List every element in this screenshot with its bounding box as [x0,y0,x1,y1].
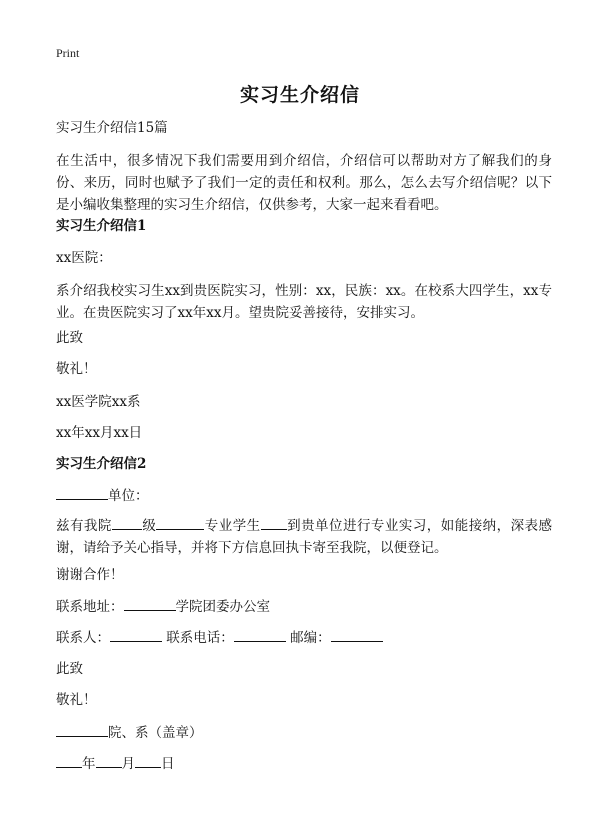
letter1-closing1: 此致 [56,330,83,346]
letter2-closing2: 敬礼！ [56,692,97,708]
blank-major [156,515,204,530]
blank-day [135,753,161,768]
blank-phone [234,627,286,642]
contact-label: 联系人： [56,630,110,646]
letter1-heading: 实习生介绍信1 [56,218,147,234]
blank-grade [112,515,142,530]
phone-label: 联系电话： [166,630,234,646]
zip-label: 邮编： [290,630,331,646]
body-part1: 兹有我院 [56,518,112,534]
letter2-recipient [56,485,552,507]
blank-zip [331,627,383,642]
letter2-seal [56,722,552,744]
letter2-thanks: 谢谢合作！ [56,567,124,583]
blank-year [56,753,82,768]
letter2-address [56,596,552,618]
date-day: 日 [161,756,175,772]
letter2-closing1: 此致 [56,661,83,677]
blank-unit [56,485,108,500]
blank-student [261,515,287,530]
date-year: 年 [82,756,96,772]
letter2-recipient-suffix: 单位： [108,488,149,504]
letter2-body [56,515,552,559]
page-title: 实习生介绍信 [239,84,360,106]
letter1-signature: xx医学院xx系 [56,394,141,410]
seal-suffix: 院、系（盖章） [108,725,203,741]
letter2-date [56,753,552,775]
body-part4: 到贵单位进行专业实习，如能接纳，深表感谢，请给予关心指导，并将下方信息回执卡寄至我院，以便登记。 [56,518,553,556]
blank-month [96,753,122,768]
body-part3: 专业学生 [204,518,261,534]
letter1-recipient: xx医院： [56,250,112,266]
blank-address [124,596,176,611]
print-label: Print [56,46,80,60]
letter1-closing2: 敬礼！ [56,361,97,377]
letter2-heading: 实习生介绍信2 [56,456,147,472]
letter1-date: xx年xx月xx日 [56,425,143,441]
letter1-body: 系介绍我校实习生xx到贵医院实习，性别：xx，民族：xx。在校系大四学生，xx专业。在贵医院实习了xx年xx月。望贵院妥善接待，安排实习。 [56,283,552,321]
address-suffix: 学院团委办公室 [175,599,270,615]
body-part2: 级 [141,518,157,534]
date-month: 月 [121,756,135,772]
blank-contact [110,627,162,642]
address-label: 联系地址： [56,599,124,615]
letter2-contacts [56,627,552,649]
intro-paragraph: 在生活中，很多情况下我们需要用到介绍信，介绍信可以帮助对方了解我们的身份、来历，同时也赋予了我们一定的责任和权利。那么，怎么去写介绍信呢？以下是小编收集整理的实习生介绍信，仅供参考，大家一起来看看吧。 [56,153,552,213]
subtitle: 实习生介绍信15篇 [56,120,168,136]
blank-college [56,722,108,737]
